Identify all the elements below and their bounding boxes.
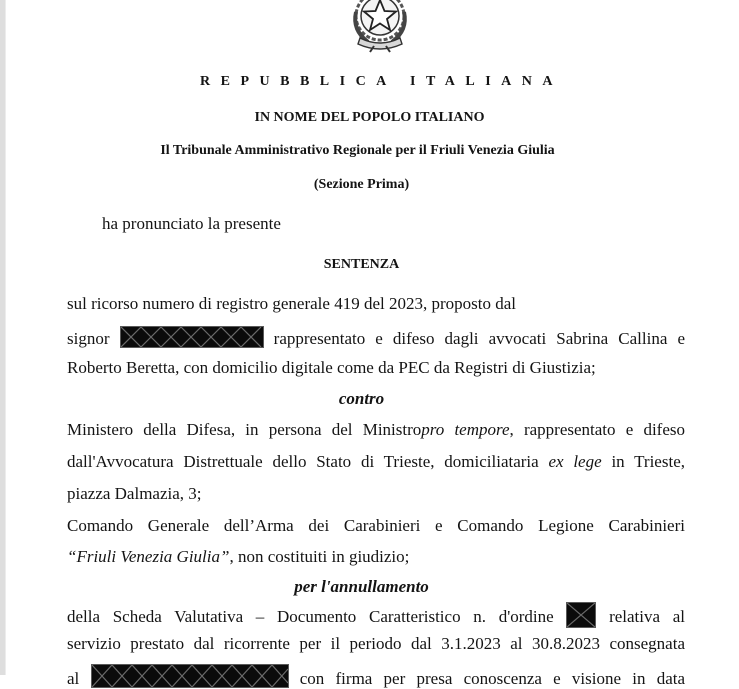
header-court: Il Tribunale Amministrativo Regionale per il Friuli Venezia Giulia [160, 143, 555, 158]
text-fragment: Ministero della Difesa, in persona del Ministro [67, 420, 422, 439]
text-fragment-italic: pro tempore [421, 420, 510, 439]
section-contro: contro [338, 389, 385, 408]
paragraph-line: Comando Generale dell’Arma dei Carabinieri e Comando Legione Carabinieri [67, 516, 685, 535]
text-fragment: signor [67, 329, 110, 348]
page-edge [0, 0, 6, 675]
redaction-plaintiff-name [120, 326, 264, 348]
paragraph-line [67, 452, 685, 472]
header-section: (Sezione Prima) [313, 177, 410, 192]
text-fragment: relativa al [609, 607, 685, 626]
section-annullamento: per l'annullamento [294, 577, 429, 596]
paragraph-line: sul ricorso numero di registro generale 419 del 2023, proposto dal [67, 294, 516, 313]
header-republic: REPUBBLICA ITALIANA [200, 74, 563, 89]
paragraph-line [67, 326, 685, 349]
italian-republic-emblem-icon [340, 0, 420, 54]
text-fragment: dall'Avvocatura Distrettuale dello Stato di Trieste, domiciliataria [67, 452, 539, 471]
text-fragment: al [67, 669, 80, 688]
text-fragment: , rappresentato e difeso [509, 420, 685, 439]
document-title: SENTENZA [323, 257, 400, 272]
text-fragment: della Scheda Valutativa – Documento Caratteristico n. d'ordine [67, 607, 554, 626]
text-fragment-italic: “Friuli Venezia Giulia” [67, 547, 230, 566]
paragraph-line: piazza Dalmazia, 3; [67, 484, 202, 503]
redaction-recipient [91, 664, 289, 688]
paragraph-line [67, 547, 409, 567]
text-fragment: con firma per presa conoscenza e visione in data [299, 669, 686, 688]
paragraph-line: Roberto Beretta, con domicilio digitale come da PEC da Registri di Giustizia; [67, 358, 596, 377]
text-fragment: , non costituiti in giudizio; [229, 547, 410, 566]
paragraph-line [67, 664, 685, 689]
text-fragment-italic: ex lege [548, 452, 602, 471]
paragraph-line [67, 602, 685, 628]
paragraph-line: servizio prestato dal ricorrente per il periodo dal 3.1.2023 al 30.8.2023 consegnata [67, 634, 685, 653]
redaction-order-number [566, 602, 596, 628]
header-in-name: IN NOME DEL POPOLO ITALIANO [254, 110, 485, 125]
intro-text: ha pronunciato la presente [102, 214, 281, 233]
paragraph-line [67, 420, 685, 440]
text-fragment: in Trieste, [611, 452, 685, 471]
text-fragment: rappresentato e difeso dagli avvocati Sabrina Callina e [273, 329, 685, 348]
